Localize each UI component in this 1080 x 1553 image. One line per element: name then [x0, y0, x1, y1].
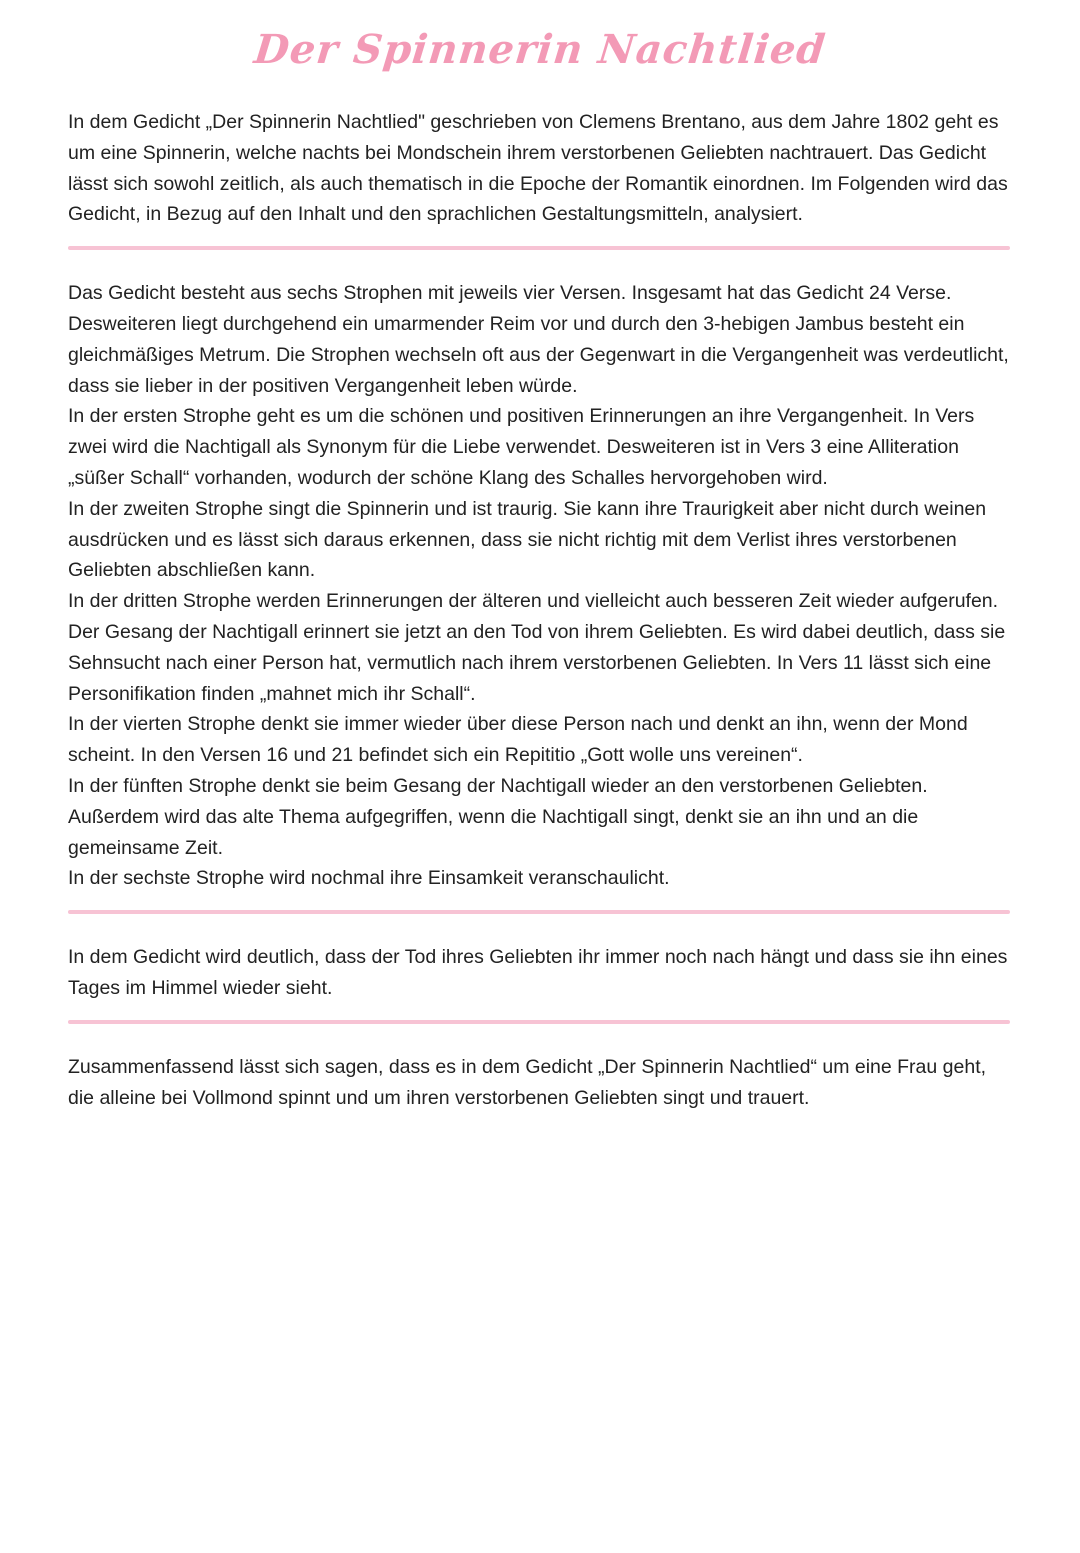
paragraph: Zusammenfassend lässt sich sagen, dass es in dem Gedicht „Der Spinnerin Nachtlied“ um eine Frau geht, die alleine bei Vollmond spinnt und um ihren verstorbenen Geliebten singt und trauert. [68, 1055, 987, 1109]
section-main-analysis [68, 278, 1010, 894]
paragraph: In der dritten Strophe werden Erinnerungen der älteren und vielleicht auch besseren Zeit wieder aufgerufen. Der Gesang der Nachtigall erinnert sie jetzt an den Tod von ihrem Geliebten. Es wird dabei deutlich, dass sie Sehnsucht nach einer Person hat, vermutlich nach ihrem verstorbenen Geliebten. In Vers 11 lässt sich eine Personifikation finden „mahnet mich ihr Schall“. [68, 590, 1006, 705]
section-divider [68, 910, 1010, 914]
paragraph: In dem Gedicht wird deutlich, dass der Tod ihres Geliebten ihr immer noch nach hängt und dass sie ihn eines Tages im Himmel wieder sieht. [68, 946, 1008, 999]
document-page [0, 26, 1080, 1553]
paragraph: In der sechste Strophe wird nochmal ihre Einsamkeit veranschaulicht. [68, 867, 670, 890]
paragraph: In dem Gedicht „Der Spinnerin Nachtlied" geschrieben von Clemens Brentano, aus dem Jahre 1802 geht es um eine Spinnerin, welche nachts bei Mondschein ihrem verstorbenen Geliebten nachtrauert. Das Gedicht lässt sich sowohl zeitlich, als auch thematisch in die Epoche der Romantik einordnen. Im Folgenden wird das Gedicht, in Bezug auf den Inhalt und den sprachlichen Gestaltungsmitteln, analysiert. [68, 111, 1008, 226]
paragraph: In der ersten Strophe geht es um die schönen und positiven Erinnerungen an ihre Vergangenheit. In Vers zwei wird die Nachtigall als Synonym für die Liebe verwendet. Desweiteren ist in Vers 3 eine Alliteration „süßer Schall“ vorhanden, wodurch der schöne Klang des Schalles hervorgehoben wird. [68, 405, 975, 489]
page-title: Der Spinnerin Nachtlied [251, 26, 829, 73]
paragraph: In der zweiten Strophe singt die Spinnerin und ist traurig. Sie kann ihre Traurigkeit aber nicht durch weinen ausdrücken und es lässt sich daraus erkennen, dass sie nicht richtig mit dem Verlist ihres verstorbenen Geliebten abschließen kann. [68, 497, 987, 582]
document-body [0, 107, 1080, 1113]
paragraph: Das Gedicht besteht aus sechs Strophen mit jeweils vier Versen. Insgesamt hat das Gedicht 24 Verse. Desweiteren liegt durchgehend ein umarmender Reim vor und durch den 3-hebigen Jambus besteht ein gleichmäßiges Metrum. Die Strophen wechseln oft aus der Gegenwart in die Vergangenheit was verdeutlicht, dass sie lieber in der positiven Vergangenheit leben würde. [68, 282, 1009, 397]
section-divider [68, 1020, 1010, 1024]
section-divider [68, 246, 1010, 250]
section-introduction [68, 107, 1010, 230]
section-conclusion [68, 1052, 1010, 1114]
paragraph: In der fünften Strophe denkt sie beim Gesang der Nachtigall wieder an den verstorbenen Geliebten. Außerdem wird das alte Thema aufgegriffen, wenn die Nachtigall singt, denkt sie an ihn und an die gemeinsame Zeit. [68, 774, 928, 859]
paragraph: In der vierten Strophe denkt sie immer wieder über diese Person nach und denkt an ihn, wenn der Mond scheint. In den Versen 16 und 21 befindet sich ein Repititio „Gott wolle uns vereinen“. [68, 713, 968, 767]
section-interpretation [68, 942, 1010, 1004]
